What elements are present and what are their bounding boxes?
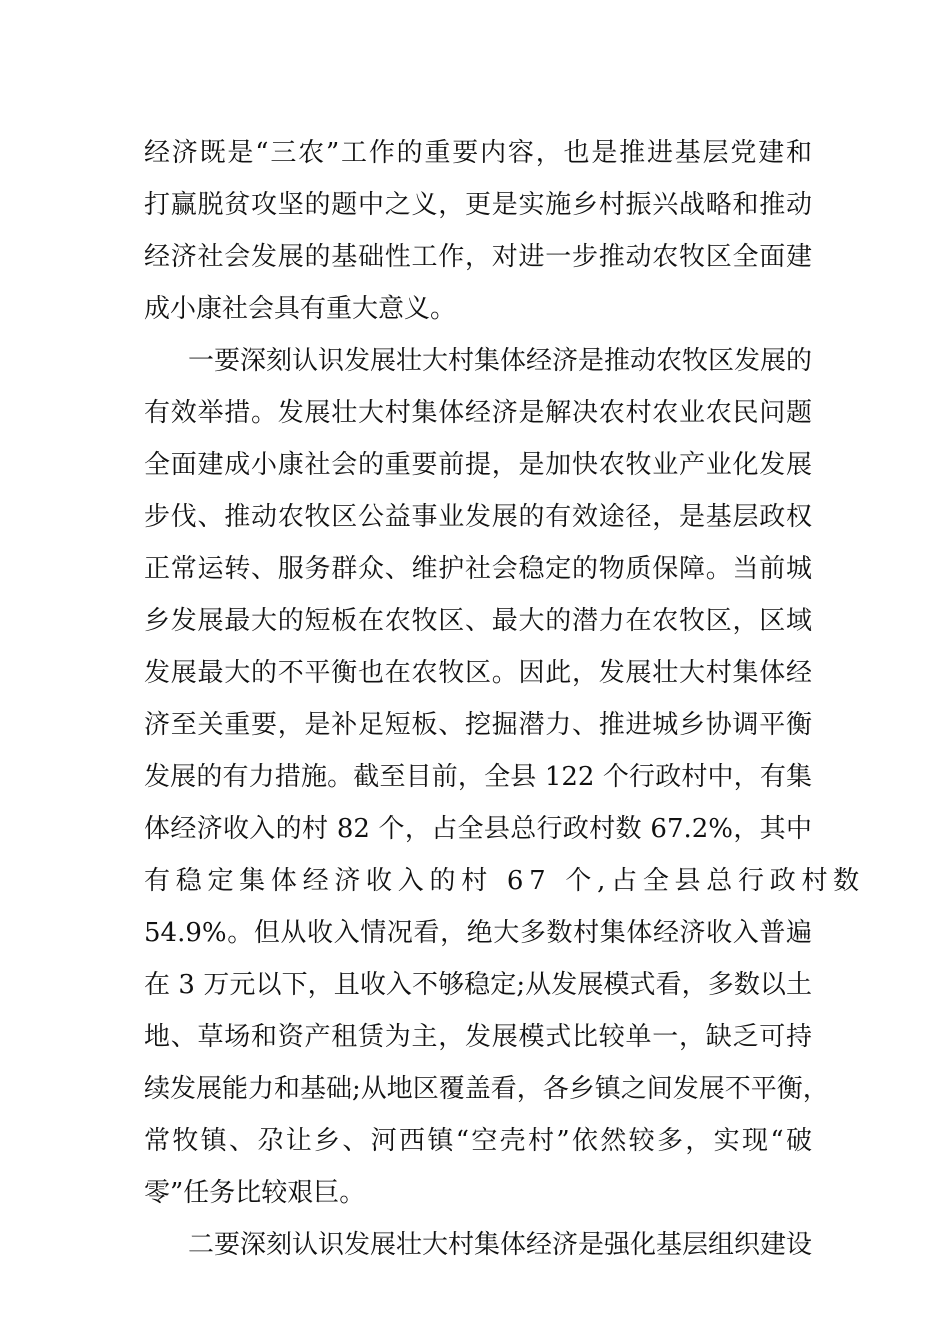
paragraph-first-line: 一要深刻认识发展壮大村集体经济是推动农牧区发展的 (188, 346, 813, 376)
text-line: 经济社会发展的基础性工作，对进一步推动农牧区全面建 (144, 242, 812, 272)
text-line: 体经济收入的村 82 个，占全县总行政村数 67.2%，其中 (144, 814, 812, 844)
text-line: 续发展能力和基础;从地区覆盖看，各乡镇之间发展不平衡， (144, 1074, 829, 1104)
paragraph-first-line: 二要深刻认识发展壮大村集体经济是强化基层组织建设 (188, 1230, 813, 1260)
text-line: 发展的有力措施。截至目前，全县 122 个行政村中，有集 (144, 762, 812, 792)
text-line: 经济既是“三农”工作的重要内容，也是推进基层党建和 (144, 138, 812, 168)
text-line: 54.9%。但从收入情况看，绝大多数村集体经济收入普遍 (144, 918, 812, 948)
text-line: 打赢脱贫攻坚的题中之义，更是实施乡村振兴战略和推动 (144, 190, 812, 220)
text-line: 零”任务比较艰巨。 (144, 1178, 366, 1208)
text-line: 正常运转、服务群众、维护社会稳定的物质保障。当前城 (144, 554, 812, 584)
text-line: 全面建成小康社会的重要前提，是加快农牧业产业化发展 (144, 450, 812, 480)
text-line: 发展最大的不平衡也在农牧区。因此，发展壮大村集体经 (144, 658, 812, 688)
text-line: 在 3 万元以下，且收入不够稳定;从发展模式看，多数以土 (144, 970, 812, 1000)
text-line: 成小康社会具有重大意义。 (144, 294, 457, 324)
document-body (144, 127, 865, 1271)
text-line: 济至关重要，是补足短板、挖掘潜力、推进城乡协调平衡 (144, 710, 812, 740)
text-line: 常牧镇、尕让乡、河西镇“空壳村”依然较多，实现“破 (144, 1126, 812, 1156)
text-line: 地、草场和资产租赁为主，发展模式比较单一，缺乏可持 (144, 1022, 812, 1052)
text-line: 有效举措。发展壮大村集体经济是解决农村农业农民问题 (144, 398, 812, 428)
text-line: 乡发展最大的短板在农牧区、最大的潜力在农牧区，区域 (144, 606, 812, 636)
text-line: 步伐、推动农牧区公益事业发展的有效途径，是基层政权 (144, 502, 812, 532)
text-line: 有稳定集体经济收入的村 67 个,占全县总行政村数 (144, 866, 865, 896)
